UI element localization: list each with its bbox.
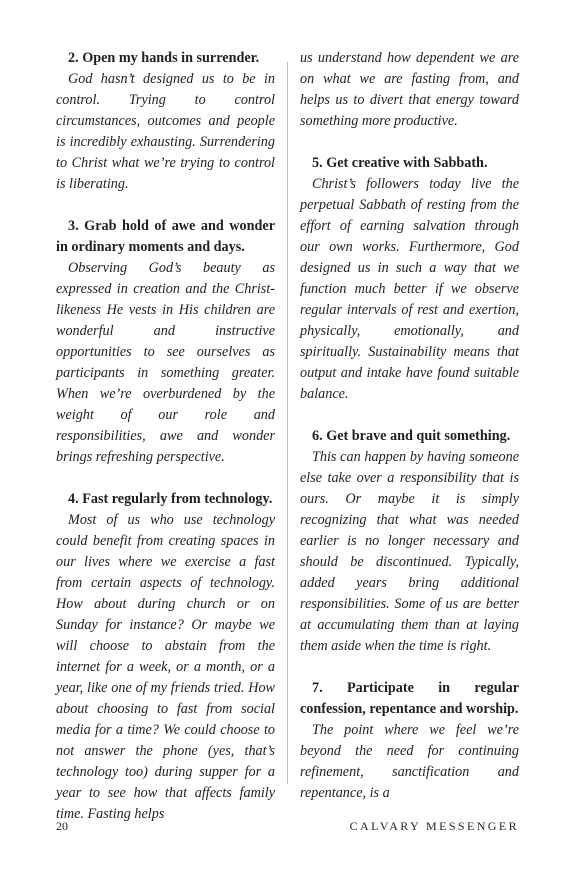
section-body-2: God hasn’t designed us to be in control. Trying to control circumstances, outcomes and people is incredibly exhausting. Surrendering to Christ what we’re trying to control is liberating. bbox=[56, 71, 275, 192]
section-body-4-continued: us understand how dependent we are on what we are fasting from, and helps us to divert that energy toward something more productive. bbox=[300, 50, 519, 129]
section-heading-7: 7. Participate in regular confession, repentance and worship. bbox=[300, 680, 519, 717]
section-body-6: This can happen by having someone else take over a responsibility that is ours. Or maybe it is simply recognizing that what was needed earlier is no longer necessary and should be discontinued. Typically, added years bring additional responsibilities. Some of us are better at accumulating them than at laying them aside when the time is right. bbox=[300, 449, 519, 654]
section-heading-2: 2. Open my hands in surrender. bbox=[68, 50, 260, 66]
column-divider bbox=[287, 62, 288, 784]
left-column bbox=[56, 48, 275, 825]
section-heading-6: 6. Get brave and quit something. bbox=[312, 428, 511, 444]
section-body-4: Most of us who use technology could benefit from creating spaces in our lives where we exercise a fast from certain aspects of technology. How about during church or on Sunday for instance? Or maybe we will choose to abstain from the internet for a week, or a month, or a year, like one of my friends tried. How about choosing to fast from social media for a time? We could choose to not answer the phone (yes, that’s technology too) during supper for a year to see how that affects family time. Fasting helps bbox=[56, 512, 275, 822]
page-number: 20 bbox=[56, 819, 68, 833]
section-heading-5: 5. Get creative with Sabbath. bbox=[312, 155, 488, 171]
section-body-3: Observing God’s beauty as expressed in creation and the Christ-likeness He vests in His children are wonderful and instructive opportunities to see ourselves as participants in something greater. When we’re overburdened by the weight of our role and responsibilities, awe and wonder brings refreshing perspective. bbox=[56, 260, 275, 465]
publication-title: CALVARY MESSENGER bbox=[349, 819, 519, 833]
section-body-7: The point where we feel we’re beyond the need for continuing refinement, sanctification and repentance, is a bbox=[300, 722, 519, 801]
section-heading-4: 4. Fast regularly from technology. bbox=[68, 491, 273, 507]
section-heading-3: 3. Grab hold of awe and wonder in ordinary moments and days. bbox=[56, 218, 275, 255]
section-body-5: Christ’s followers today live the perpetual Sabbath of resting from the effort of earning salvation through our own works. Furthermore, God designed us in such a way that we function much better if we observe regular intervals of rest and exertion, physically, emotionally, and spiritually. Sustainability means that output and intake have found suitable balance. bbox=[300, 176, 519, 402]
right-column bbox=[300, 48, 519, 804]
